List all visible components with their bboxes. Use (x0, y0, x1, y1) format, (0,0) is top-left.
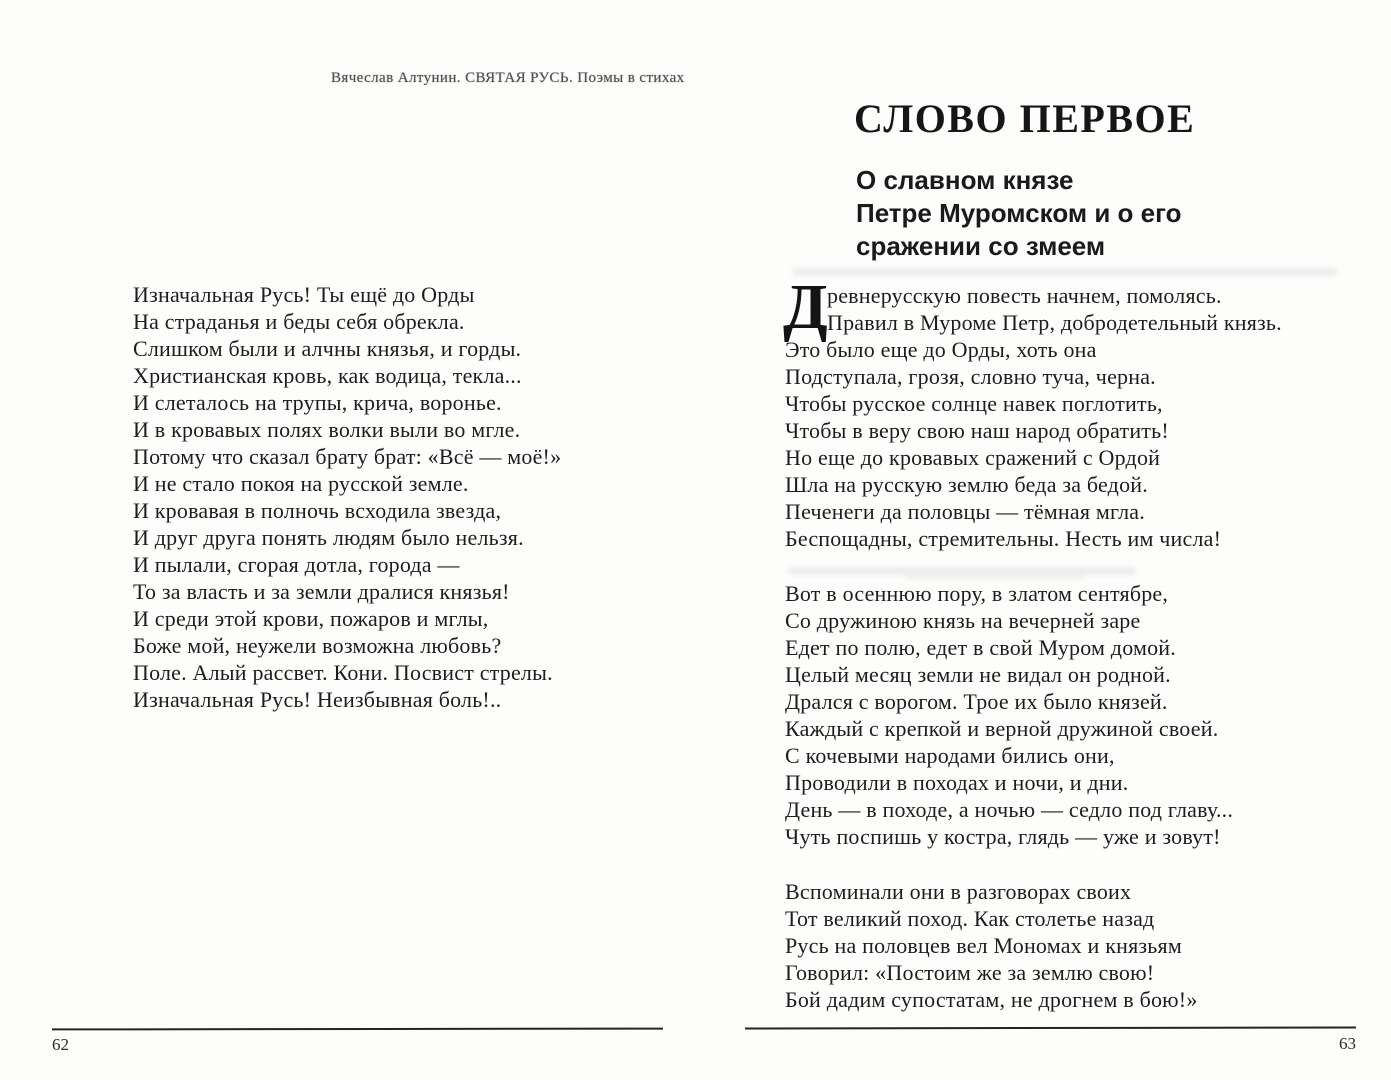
poem-line: И в кровавых полях волки выли во мгле. (133, 417, 521, 442)
running-header: Вячеслав Алтунин. СВЯТАЯ РУСЬ. Поэмы в стихах (331, 70, 685, 86)
poem-line: День — в походе, а ночью — седло под главу... (785, 797, 1234, 822)
poem-line: И друг друга понять людям было нельзя. (133, 525, 524, 550)
poem-line: ревнерусскую повесть начнем, помолясь. (827, 283, 1222, 308)
poem-line: Русь на половцев вел Мономах и князьям (785, 933, 1182, 958)
poem-line: То за власть и за земли дралися князья! (133, 579, 510, 604)
poem-line: Вот в осеннюю пору, в златом сентябре, (785, 581, 1169, 606)
poem-line: Изначальная Русь! Неизбывная боль!.. (133, 687, 502, 712)
poem-line: Чтобы в веру свою наш народ обратить! (785, 418, 1169, 443)
poem-line: Чуть поспишь у костра, глядь — уже и зовут! (785, 824, 1221, 849)
poem-line: Бой дадим супостатам, не дрогнем в бою!» (785, 987, 1198, 1012)
poem-line: Со дружиною князь на вечерней заре (785, 608, 1141, 633)
poem-line: Вспоминали они в разговорах своих (785, 879, 1132, 904)
poem-line: Печенеги да половцы — тёмная мгла. (785, 499, 1145, 524)
poem-line: Целый месяц земли не видал он родной. (785, 662, 1171, 687)
poem-line: На страданья и беды себя обрекла. (133, 309, 465, 334)
poem-line: Беспощадны, стремительны. Несть им числа! (785, 526, 1222, 551)
poem-line: Тот великий поход. Как столетье назад (785, 906, 1155, 931)
poem-line: Шла на русскую землю беда за бедой. (785, 472, 1148, 497)
page-number-right: 63 (1339, 1034, 1356, 1053)
chapter-subtitle (856, 164, 1181, 263)
stanza-3 (785, 878, 1282, 1013)
poem-line: С кочевыми народами бились они, (785, 743, 1115, 768)
subtitle-line: Петре Муромском и о его (856, 198, 1182, 228)
poem-line: Потому что сказал брату брат: «Всё — моё!» (133, 444, 562, 469)
poem-line: Правил в Муроме Петр, добродетельный князь. (827, 310, 1282, 335)
footer-rule-left (52, 1028, 663, 1031)
poem-line: И среди этой крови, пожаров и мглы, (133, 606, 489, 631)
poem-line: Подступала, грозя, словно туча, черна. (785, 364, 1156, 389)
poem-line: И пылали, сгорая дотла, города — (133, 552, 460, 577)
poem-line: И кровавая в полночь всходила звезда, (133, 498, 502, 523)
poem-line: Каждый с крепкой и верной дружиной своей. (785, 716, 1219, 741)
poem-line: Едет по полю, едет в свой Муром домой. (785, 635, 1176, 660)
poem-line: Поле. Алый рассвет. Кони. Посвист стрелы. (133, 660, 553, 685)
poem-line: Слишком были и алчны князья, и горды. (133, 336, 522, 361)
poem-line: Говорил: «Постоим же за землю свою! (785, 960, 1155, 985)
poem-line: Но еще до кровавых сражений с Ордой (785, 445, 1161, 470)
poem-line: И не стало покоя на русской земле. (133, 471, 469, 496)
chapter-title: СЛОВО ПЕРВОЕ (854, 96, 1196, 141)
poem-line: И слеталось на трупы, крича, воронье. (133, 390, 502, 415)
poem-line: Проводили в походах и ночи, и дни. (785, 770, 1129, 795)
poem-line: Изначальная Русь! Ты ещё до Орды (133, 282, 475, 307)
poem-line: Это было еще до Орды, хоть она (785, 337, 1097, 362)
left-page-poem (133, 281, 561, 713)
poem-line: Христианская кровь, как водица, текла... (133, 363, 522, 388)
poem-line: Боже мой, неужели возможна любовь? (133, 633, 502, 658)
page-number-left: 62 (52, 1035, 69, 1054)
subtitle-line: О славном князе (856, 165, 1074, 195)
scan-artifact (792, 268, 1337, 276)
stanza-1 (783, 271, 1282, 552)
stanza-2 (785, 580, 1282, 850)
subtitle-line: сражении со змеем (856, 231, 1106, 261)
poem-line: Чтобы русское солнце навек поглотить, (785, 391, 1163, 416)
poem-line: Дрался с ворогом. Трое их было князей. (785, 689, 1168, 714)
right-page-poem (783, 271, 1282, 1013)
drop-cap-letter: Д (783, 271, 828, 343)
footer-rule-right (745, 1026, 1356, 1029)
